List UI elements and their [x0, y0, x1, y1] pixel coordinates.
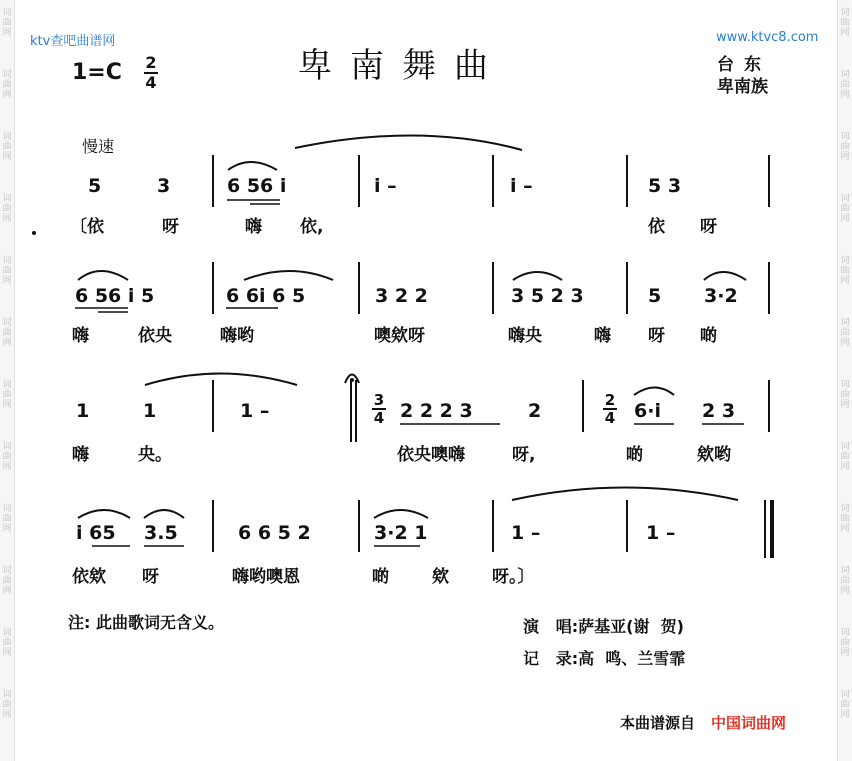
song-title: 卑南舞曲: [298, 46, 506, 86]
lyric: 嗨哟噢恩: [232, 567, 300, 587]
source-prefix: 本曲谱源自: [620, 714, 696, 732]
note: i –: [510, 175, 533, 197]
lyric: 央。: [138, 445, 172, 465]
tie: [512, 488, 738, 501]
note: 2: [528, 400, 542, 422]
slur: [634, 388, 674, 396]
lyric: 嗨: [245, 217, 262, 237]
origin-people: 卑南族: [717, 77, 768, 97]
note: 3.5: [144, 522, 178, 544]
lyric: 噢欸呀: [374, 326, 425, 346]
lyric: 嗨央: [508, 326, 542, 346]
note: 1 –: [240, 400, 270, 422]
lyric: 呀: [648, 326, 665, 346]
lyric: 依央噢嗨: [397, 445, 465, 465]
lyric: 依: [648, 217, 665, 237]
mark-dot: [32, 231, 36, 235]
source-site-link[interactable]: 中国词曲网: [711, 714, 787, 732]
note: 1 –: [511, 522, 541, 544]
origin-place: 台东: [717, 55, 771, 75]
note: 6 56 i 5: [75, 285, 155, 307]
watermark-text: 词 曲 网: [2, 256, 12, 286]
note: 6 6 5 2: [238, 522, 311, 544]
lyric: 呀: [162, 217, 179, 237]
note: i –: [374, 175, 397, 197]
tempo-marking: 慢速: [82, 137, 115, 156]
lyric: 欸哟: [697, 445, 731, 465]
lyric: 啲: [700, 326, 717, 346]
watermark-text: 词 曲 网: [840, 8, 850, 38]
time-change-top: 3: [373, 391, 385, 409]
lyric: 呀: [142, 567, 159, 587]
site-label-right: www.ktvc8.com: [716, 30, 819, 45]
lyric: 呀,: [512, 445, 536, 465]
note: 6 6i 6 5: [226, 285, 306, 307]
lyric: 啲: [372, 567, 389, 587]
slur: [513, 272, 562, 280]
watermark-text: 词 曲 网: [840, 318, 850, 348]
slur: [78, 510, 130, 518]
watermark-text: 词 曲 网: [2, 566, 12, 596]
credit-recorder: 记 录:高 鸣、兰雪霏: [523, 649, 686, 668]
lyric: 嗨: [594, 326, 611, 346]
note: 3·2: [704, 285, 738, 307]
slur: [374, 510, 428, 518]
watermark-text: 词 曲 网: [2, 690, 12, 720]
watermark-text: 词 曲 网: [840, 380, 850, 410]
lyric: 欸: [432, 567, 449, 587]
watermark-text: 词 曲 网: [840, 256, 850, 286]
source-footer: [620, 712, 786, 733]
credit-singer: 演 唱:萨基亚(谢 贺): [523, 617, 684, 636]
lyric: 嗨: [72, 326, 89, 346]
watermark-text: 词 曲 网: [840, 132, 850, 162]
lyric: 啲: [626, 445, 643, 465]
watermark-text: 词 曲 网: [2, 504, 12, 534]
watermark-text: 词 曲 网: [840, 70, 850, 100]
time-change-bottom: 4: [604, 409, 616, 427]
note: 6·i: [634, 400, 661, 422]
time-change-top: 2: [604, 391, 616, 409]
time-signature-top: 2: [145, 53, 157, 72]
time-change-bottom: 4: [373, 409, 385, 427]
note: i 65: [76, 522, 116, 544]
watermark-text: 词 曲 网: [840, 628, 850, 658]
watermark-text: 词 曲 网: [840, 194, 850, 224]
site-label-left: ktv查吧曲谱网: [30, 34, 116, 49]
note: 5: [88, 175, 102, 197]
watermark-text: 词 曲 网: [2, 628, 12, 658]
watermark-text: 词 曲 网: [840, 566, 850, 596]
watermark-text: 词 曲 网: [2, 318, 12, 348]
note: 1: [143, 400, 157, 422]
watermark-text: 词 曲 网: [2, 132, 12, 162]
slur: [228, 162, 277, 170]
watermark-text: 词 曲 网: [2, 70, 12, 100]
lyric: 依欸: [72, 567, 106, 587]
watermark-text: 词 曲 网: [2, 380, 12, 410]
watermark-text: 词 曲 网: [840, 504, 850, 534]
note: 3·2 1: [374, 522, 428, 544]
watermark-text: 词 曲 网: [840, 690, 850, 720]
watermark-text: 词 曲 网: [2, 194, 12, 224]
lyric: 依央: [138, 326, 172, 346]
slur: [78, 271, 128, 280]
watermark-text: 词 曲 网: [2, 442, 12, 472]
lyric: 〔依: [70, 217, 104, 237]
watermark-text: 词 曲 网: [2, 8, 12, 38]
note: 3: [157, 175, 171, 197]
note: 1: [76, 400, 90, 422]
note: 2 2 2 3: [400, 400, 473, 422]
slur: [704, 272, 746, 280]
time-signature-bottom: 4: [145, 73, 157, 92]
key-signature: 1=C: [72, 60, 122, 85]
watermark-text: 词 曲 网: [840, 442, 850, 472]
tie: [295, 135, 522, 150]
lyric: 嗨哟: [220, 326, 254, 346]
annotation-note: 注: 此曲歌词无含义。: [68, 613, 224, 632]
note: 6 56 i: [227, 175, 287, 197]
fermata-dot: [350, 378, 354, 382]
slur: [244, 271, 333, 280]
note: 5: [648, 285, 662, 307]
note: 2 3: [702, 400, 736, 422]
note: 3 5 2 3: [511, 285, 584, 307]
lyric: 呀。〕: [492, 567, 535, 587]
note: 5 3: [648, 175, 682, 197]
tie: [145, 374, 297, 386]
note: 1 –: [646, 522, 676, 544]
note: 3 2 2: [375, 285, 428, 307]
lyric: 嗨: [72, 445, 89, 465]
slur: [144, 510, 184, 518]
lyric: 依,: [300, 217, 324, 237]
lyric: 呀: [700, 217, 717, 237]
